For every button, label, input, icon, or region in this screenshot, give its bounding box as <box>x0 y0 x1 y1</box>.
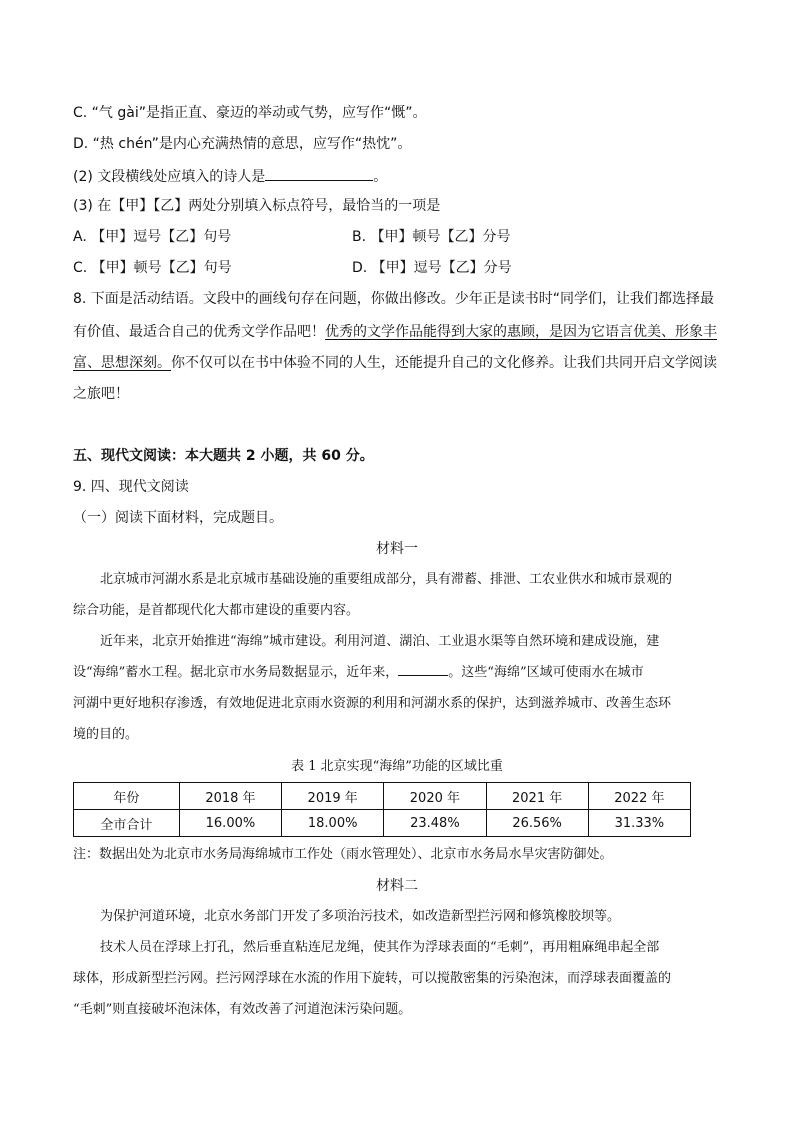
q8-underlined-sentence-end: 富、思想深刻。 <box>73 355 171 371</box>
table-cell: 31.33% <box>588 810 690 837</box>
q7-sub2-end: 。 <box>373 169 388 185</box>
q7-option-c: C. “气 gài”是指正直、豪迈的举动或气势，应写作“慨”。 <box>73 105 427 121</box>
q7-choice-c[interactable]: C. 【甲】顿号【乙】句号 <box>73 260 232 276</box>
table-1-caption: 表 1 北京实现“海绵”功能的区域比重 <box>291 759 503 774</box>
table-header-cell: 2020 年 <box>384 783 486 810</box>
table-cell: 23.48% <box>384 810 486 837</box>
q8-line-1: 8. 下面是活动结语。文段中的画线句存在问题，你做出修改。少年正是读书时“同学们，让我们都选择最 <box>73 291 715 307</box>
q8-line-3 <box>73 353 717 373</box>
material-1-p2-l2-before: 设“海绵”蓄水工程。据北京市水务局数据显示，近年来， <box>73 665 399 680</box>
q8-text-plain-2: 你不仅可以在书中体验不同的人生，还能提升自己的文化修养。让我们共同开启文学阅读 <box>171 355 717 371</box>
table-header-row <box>74 783 691 810</box>
q8-line-2 <box>73 322 717 342</box>
material-1-p2-l3: 河湖中更好地积存渗透，有效地促进北京雨水资源的利用和河湖水系的保护，达到滋养城市、改善生态环 <box>73 696 672 711</box>
table-1 <box>73 782 691 837</box>
q7-choice-row-1 <box>73 227 511 247</box>
answer-blank[interactable] <box>265 165 373 181</box>
table-header-cell: 2019 年 <box>282 783 384 810</box>
material-2-p2-l3: “毛刺”则直接破坏泡沫体，有效改善了河道泡沫污染问题。 <box>73 1002 412 1017</box>
part-one-instruction: （一）阅读下面材料，完成题目。 <box>73 510 283 526</box>
q7-choice-row-2 <box>73 258 512 278</box>
table-1-note: 注：数据出处为北京市水务局海绵城市工作处（雨水管理处）、北京市水务局水旱灾害防御处。 <box>73 847 613 862</box>
fill-in-blank[interactable] <box>398 663 448 676</box>
table-header-cell: 年份 <box>74 783 180 810</box>
table-cell: 全市合计 <box>74 810 180 837</box>
table-cell: 26.56% <box>486 810 588 837</box>
q8-text-plain: 有价值、最适合自己的优秀文学作品吧！ <box>73 324 325 340</box>
q7-sub2 <box>73 165 387 187</box>
material-1-p2-l2 <box>73 663 644 683</box>
table-row <box>74 810 691 837</box>
material-1-p1-l1: 北京城市河湖水系是北京城市基础设施的重要组成部分，具有滞蓄、排泄、工农业供水和城市景观的 <box>100 572 673 587</box>
q7-choice-a[interactable]: A. 【甲】逗号【乙】句号 <box>73 229 232 245</box>
material-2-title: 材料二 <box>376 878 418 894</box>
q7-choice-b[interactable]: B. 【甲】顿号【乙】分号 <box>352 229 511 245</box>
q9-title: 9. 四、现代文阅读 <box>73 479 189 495</box>
table-cell: 16.00% <box>179 810 281 837</box>
material-2-p2-l1: 技术人员在浮球上打孔，然后垂直粘连尼龙绳，使其作为浮球表面的“毛刺”，再用粗麻绳串起全部 <box>100 940 660 955</box>
table-header-cell: 2022 年 <box>588 783 690 810</box>
material-2-p1: 为保护河道环境，北京水务部门开发了多项治污技术，如改造新型拦污网和修筑橡胶坝等。 <box>100 909 621 924</box>
q7-sub2-text: (2) 文段横线处应填入的诗人是 <box>73 169 266 185</box>
material-1-p1-l2: 综合功能，是首都现代化大都市建设的重要内容。 <box>73 603 360 618</box>
q8-line-4: 之旅吧！ <box>73 386 129 402</box>
section-heading: 五、现代文阅读：本大题共 2 小题，共 60 分。 <box>73 448 374 464</box>
material-1-p2-l4: 境的目的。 <box>73 727 139 742</box>
material-1-p2-l2-after: 。这些“海绵”区域可使雨水在城市 <box>448 665 644 680</box>
q7-option-d: D. “热 chén”是内心充满热情的意思，应写作“热忱”。 <box>73 136 412 152</box>
table-header-cell: 2018 年 <box>179 783 281 810</box>
q7-sub3: (3) 在【甲】【乙】两处分别填入标点符号，最恰当的一项是 <box>73 198 441 214</box>
table-header-cell: 2021 年 <box>486 783 588 810</box>
q8-underlined-sentence: 优秀的文学作品能得到大家的惠顾，是因为它语言优美、形象丰 <box>325 324 717 340</box>
material-1-title: 材料一 <box>376 541 418 557</box>
material-1-p2-l1: 近年来，北京开始推进“海绵”城市建设。利用河道、湖泊、工业退水渠等自然环境和建成设施，建 <box>100 634 660 649</box>
table-cell: 18.00% <box>282 810 384 837</box>
material-2-p2-l2: 球体，形成新型拦污网。拦污网浮球在水流的作用下旋转，可以搅散密集的污染泡沫，而浮球表面覆盖的 <box>73 971 672 986</box>
q7-choice-d[interactable]: D. 【甲】逗号【乙】分号 <box>352 260 512 276</box>
